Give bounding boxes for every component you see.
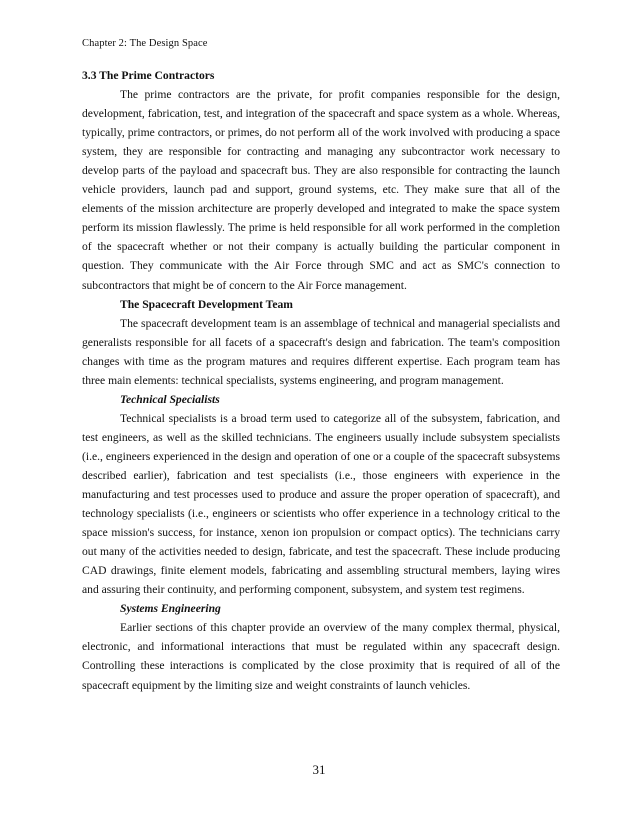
body-text bbox=[82, 66, 560, 695]
paragraph: The prime contractors are the private, for profit companies responsible for the design, development, fabrication, test, and integration of the spacecraft and space system as a whole. Whereas, typically, prime contractors, or primes, do not perform all of the work involved with producing a space system, they are responsible for contracting and managing any subcontractor work necessary to develop parts of the payload and spacecraft bus. They are also responsible for contracting the launch vehicle providers, launch pad and support, ground systems, etc. They make sure that all of the elements of the mission architecture are properly developed and integrated to make the space system perform its mission flawlessly. The prime is held responsible for all work performed in the completion of the spacecraft whether or not their company is actually building the particular component in question. They communicate with the Air Force through SMC and act as SMC's connection to subcontractors that might be of concern to the Air Force management. bbox=[82, 88, 560, 292]
subsection-heading: The Spacecraft Development Team bbox=[120, 297, 293, 311]
subsubsection-heading: Systems Engineering bbox=[120, 602, 221, 616]
running-header: Chapter 2: The Design Space bbox=[82, 38, 208, 49]
paragraph: The spacecraft development team is an assemblage of technical and managerial specialists and generalists responsible for all facets of a spacecraft's design and fabrication. The team's composition changes with time as the program matures and requires different expertise. Each program team has three main elements: technical specialists, systems engineering, and program management. bbox=[82, 316, 560, 387]
paragraph: Technical specialists is a broad term used to categorize all of the subsystem, fabrication, and test engineers, as well as the skilled technicians. The engineers usually include subsystem specialists (i.e., engineers experienced in the design and operation of one or a couple of the spacecraft subsystems described earlier), fabrication and test specialists (i.e., those engineers with experience in the manufacturing and test processes used to produce and assure the proper operation of spacecraft), and technology specialists (i.e., engineers or scientists who offer experience in a technology critical to the space mission's success, for instance, xenon ion propulsion or compact optics). The technicians carry out many of the activities needed to design, fabricate, and test the spacecraft. These include producing CAD drawings, finite element models, fabricating and assembling structural members, laying wires and assuring their continuity, and performing component, subsystem, and system test regimens. bbox=[82, 411, 560, 597]
subsubsection-heading: Technical Specialists bbox=[120, 392, 220, 406]
page-number: 31 bbox=[312, 762, 326, 777]
paragraph: Earlier sections of this chapter provide an overview of the many complex thermal, physical, electronic, and informational interactions that must be regulated within any spacecraft design. Controlling these interactions is complicated by the close proximity that is required of all of the spacecraft equipment by the limiting size and weight constraints of launch vehicles. bbox=[82, 621, 560, 692]
section-heading: 3.3 The Prime Contractors bbox=[82, 69, 215, 82]
